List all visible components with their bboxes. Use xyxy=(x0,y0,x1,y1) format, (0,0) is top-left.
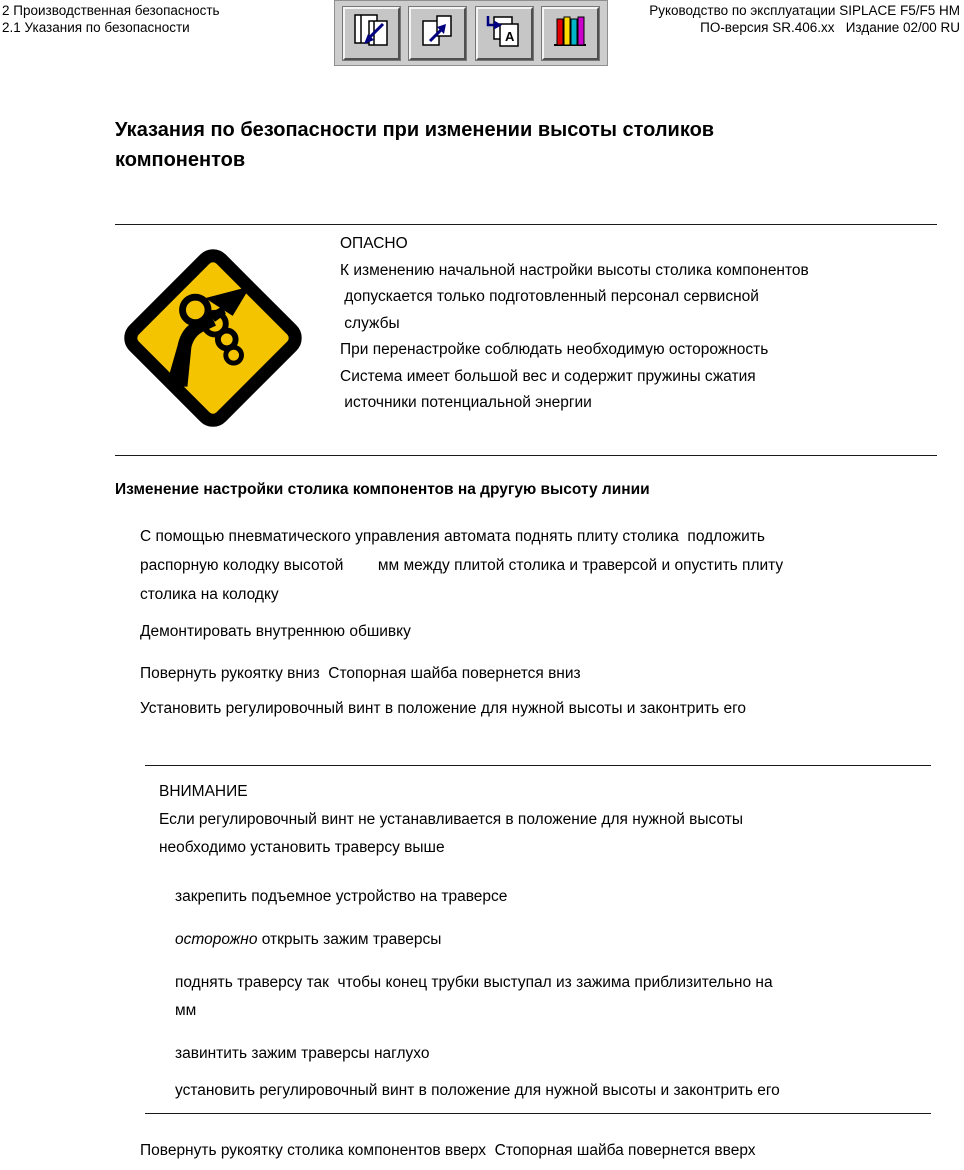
text-line: необходимо установить траверсу выше xyxy=(159,839,445,856)
divider xyxy=(115,224,937,225)
text-line: столика на колодку xyxy=(140,586,279,603)
paragraph: Повернуть рукоятку столика компонентов вверх Стопорная шайба повернется вверх xyxy=(140,1142,756,1159)
chapter-title: 2 Производственная безопасность xyxy=(2,3,220,18)
attention-item: закрепить подъемное устройство на траверсе xyxy=(175,888,508,905)
section-heading: Изменение настройки столика компонентов на другую высоту линии xyxy=(115,481,650,498)
index-search-icon xyxy=(484,13,524,54)
svg-text:A: A xyxy=(505,28,515,44)
text-line: распорную колодку высотой мм между плитой столика и траверсой и опустить плиту xyxy=(140,557,784,574)
page-jump-icon xyxy=(418,13,458,54)
text-line: допускается только подготовленный персонал сервисной xyxy=(340,288,759,305)
paragraph xyxy=(140,522,783,609)
crush-hazard-icon xyxy=(154,277,272,400)
exit-window-button[interactable] xyxy=(343,7,400,60)
text-line: К изменению начальной настройки высоты столика компонентов xyxy=(340,261,809,279)
text-line: Если регулировочный винт не устанавливается в положение для нужной высоты xyxy=(159,811,744,828)
text-line: источники потенциальной энергии xyxy=(340,394,592,411)
document-version: ПО-версия SR.406.xx Издание 02/00 RU xyxy=(700,20,960,35)
text-line: мм xyxy=(175,1002,197,1019)
divider xyxy=(115,455,937,456)
attention-box xyxy=(145,765,931,1114)
attention-item xyxy=(175,926,931,954)
attention-item: завинтить зажим траверсы наглухо xyxy=(175,1045,430,1062)
paragraph: Повернуть рукоятку вниз Стопорная шайба повернется вниз xyxy=(140,665,581,682)
paragraph: Установить регулировочный винт в положение для нужной высоты и законтрить его xyxy=(140,700,747,717)
danger-text-block xyxy=(340,231,809,417)
danger-label: ОПАСНО xyxy=(340,235,408,252)
navigation-toolbar xyxy=(334,0,608,66)
document-title: Руководство по эксплуатации SIPLACE F5/F5 HM xyxy=(649,3,960,18)
header-chapter-info xyxy=(2,2,220,36)
text-line: С помощью пневматического управления автомата поднять плиту столика подложить xyxy=(140,528,766,545)
text-line: поднять траверсу так чтобы конец трубки выступал из зажима приблизительно на xyxy=(175,974,773,991)
text-line: Система имеет большой вес и содержит пружины сжатия xyxy=(340,367,756,385)
section-title: 2.1 Указания по безопасности xyxy=(2,20,190,35)
page-title: Указания по безопасности при изменении высоты столиков компонентов xyxy=(115,119,715,171)
text-line: службы xyxy=(340,314,400,332)
paragraph: Демонтировать внутреннюю обшивку xyxy=(140,623,411,640)
attention-item: установить регулировочный винт в положение для нужной высоты и законтрить его xyxy=(175,1082,780,1099)
manual-volumes-button[interactable] xyxy=(542,7,599,60)
attention-label: ВНИМАНИЕ xyxy=(159,783,248,800)
attention-item xyxy=(175,969,931,1025)
warning-sign xyxy=(113,238,313,438)
exit-window-icon xyxy=(352,13,392,54)
danger-lines xyxy=(340,258,809,417)
attention-intro xyxy=(159,806,931,862)
manual-volumes-icon xyxy=(550,13,590,54)
attention-item-text: открыть зажим траверсы xyxy=(257,931,442,948)
index-search-button[interactable] xyxy=(476,7,533,60)
header-document-info xyxy=(649,2,960,36)
text-line: При перенастройке соблюдать необходимую осторожность xyxy=(340,341,769,358)
caution-word: осторожно xyxy=(175,931,258,948)
page-jump-button[interactable] xyxy=(409,7,466,60)
